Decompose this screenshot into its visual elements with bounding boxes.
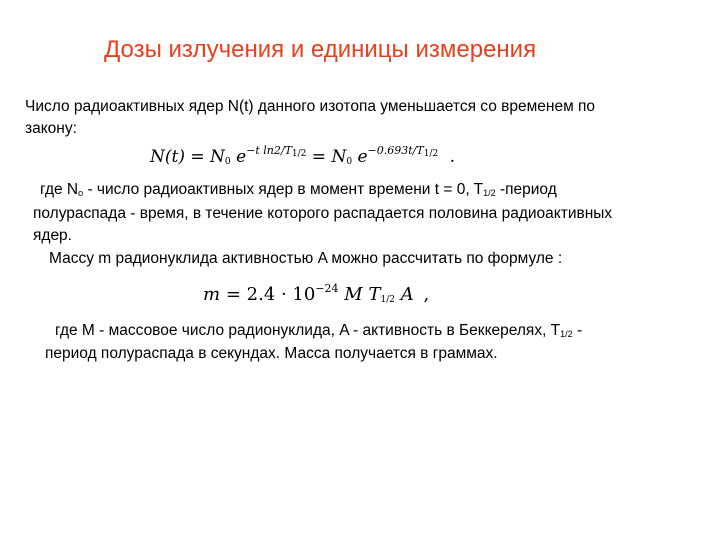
- formula-equals-2: =: [311, 147, 327, 167]
- formula-period: .: [449, 147, 455, 167]
- mass-formula-comma: ,: [423, 284, 430, 305]
- formula-lhs: N(t): [150, 147, 185, 167]
- definition-line-1: [40, 179, 557, 204]
- formula-e-2: e: [357, 147, 368, 167]
- mass-formula-m: m: [203, 284, 221, 305]
- definition-text-a: где N: [40, 181, 79, 198]
- mass-formula-T-sub: 1/2: [380, 295, 395, 305]
- definition-line-3: ядер.: [33, 227, 72, 244]
- formula-exp1-sub: 1/2: [291, 149, 307, 159]
- mass-formula-M: M: [344, 284, 363, 305]
- formula-n0: N: [210, 147, 225, 167]
- formula-equals: =: [190, 147, 205, 167]
- mass-formula: [203, 282, 429, 305]
- formula-exp1: −t ln2/T: [246, 144, 292, 157]
- definition-text-b: - число радиоактивных ядер в момент времени t = 0, T: [83, 181, 484, 198]
- definition-text-c: -период: [495, 181, 557, 198]
- mass-definition-line-2: период полураспада в секундах. Масса получается в граммах.: [45, 345, 498, 362]
- definition-line-2: полураспада - время, в течение которого распадается половина радиоактивных: [33, 205, 613, 222]
- mass-def-text-a: где M - массовое число радионуклида, A - активность в Беккерелях, T: [55, 322, 561, 339]
- mass-formula-exp: −24: [315, 282, 339, 295]
- mass-definition-line-1: [55, 320, 582, 345]
- formula-n0-sub-2: 0: [346, 157, 353, 167]
- mass-formula-coef: 2.4 · 10: [246, 284, 316, 305]
- intro-line-1: Число радиоактивных ядер N(t) данного изотопа уменьшается со временем по: [25, 98, 596, 115]
- definition-sub-half: 1/2: [483, 188, 496, 198]
- formula-exp2: −0.693t/T: [367, 144, 424, 157]
- formula-n0-sub: 0: [224, 157, 231, 167]
- intro-line-2: закону:: [25, 120, 77, 137]
- formula-n0-2: N: [331, 147, 347, 167]
- mass-intro: Массу m радионуклида активностью A можно рассчитать по формуле :: [49, 250, 563, 267]
- formula-e: e: [236, 147, 247, 167]
- mass-def-text-b: -: [572, 322, 583, 339]
- formula-exp2-sub: 1/2: [423, 149, 439, 159]
- mass-def-sub-half: 1/2: [560, 329, 573, 339]
- slide-title: Дозы излучения и единицы измерения: [104, 36, 537, 63]
- mass-formula-T: T: [368, 284, 381, 305]
- mass-formula-equals: =: [225, 284, 241, 305]
- mass-formula-A: A: [400, 284, 414, 305]
- definition-sub-o: o: [78, 188, 84, 198]
- decay-formula: [150, 144, 455, 167]
